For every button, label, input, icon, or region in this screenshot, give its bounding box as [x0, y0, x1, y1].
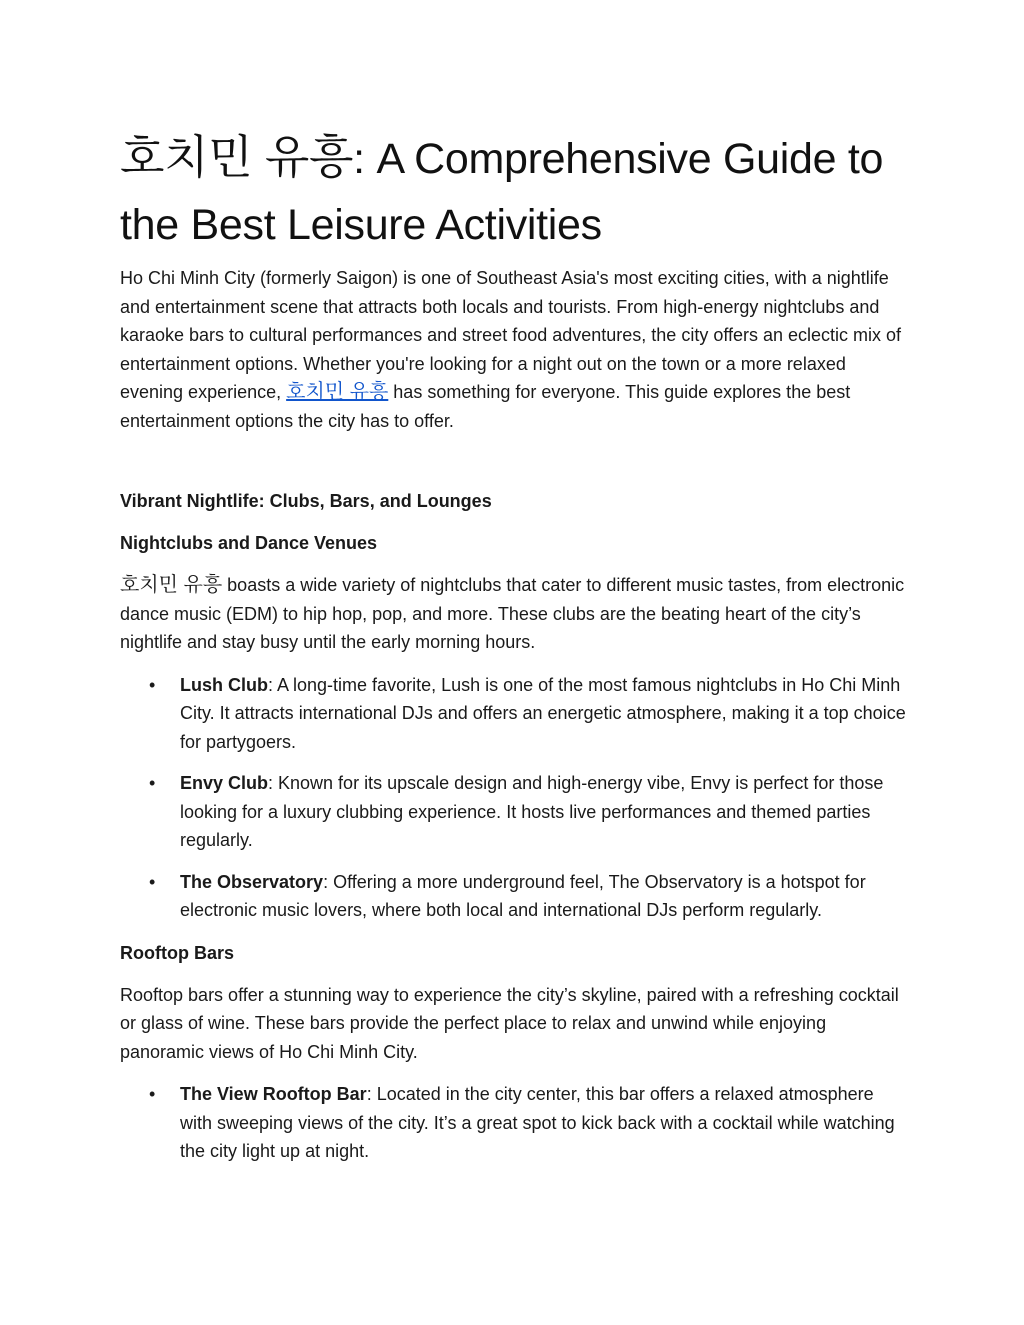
bullet-icon: •: [149, 871, 156, 892]
rooftop-paragraph: Rooftop bars offer a stunning way to experience the city’s skyline, paired with a refreshing cocktail or glass of wine. These bars provide the perfect place to relax and unwind while enjoying panoramic views of Ho Chi Minh City.: [120, 984, 899, 1062]
rooftop-heading: Rooftop Bars: [120, 942, 234, 963]
intro-link[interactable]: 호치민 유흥: [286, 381, 389, 403]
nightclubs-paragraph: [120, 571, 910, 657]
intro-text-end: has something for everyone. This guide explores the best entertainment options the city has to offer.: [120, 382, 851, 431]
list-item-name: Lush Club: [180, 674, 268, 695]
list-item: [120, 1080, 910, 1166]
list-item-name: The Observatory: [180, 871, 324, 892]
list-item-desc: : Known for its upscale design and high-energy vibe, Envy is perfect for those looking for a luxury clubbing experience. It hosts live performances and themed parties regularly.: [180, 773, 884, 850]
list-item: [120, 671, 910, 757]
list-item: [120, 769, 910, 855]
list-item: [120, 868, 910, 925]
nightclubs-heading: Nightclubs and Dance Venues: [120, 533, 378, 553]
rooftop-list: [120, 1080, 910, 1166]
intro-paragraph: [120, 264, 910, 435]
nightclubs-para-korean: 호치민 유흥: [120, 574, 223, 596]
list-item-name: The View Rooftop Bar: [180, 1084, 367, 1104]
bullet-icon: •: [149, 773, 156, 793]
list-item-desc: : A long-time favorite, Lush is one of the most famous nightclubs in Ho Chi Minh City. It attracts international DJs and offers an energetic atmosphere, making it a top choice for partygoers.: [180, 674, 906, 752]
bullet-icon: •: [149, 1084, 156, 1104]
nightclubs-list: [120, 671, 910, 925]
page-title: [120, 124, 910, 258]
list-item-name: Envy Club: [180, 773, 269, 793]
intro-text-start: Ho Chi Minh City (formerly Saigon) is one of Southeast Asia's most exciting cities, with a nightlife and entertainment scene that attracts both locals and tourists. From high-energy nightclubs and karaoke bars to cultural performances and street food adventures, the city offers an eclectic mix of entertainment options. Whether you're looking for a night out on the town or a more relaxed evening experience,: [120, 268, 902, 402]
list-item-desc: : Located in the city center, this bar offers a relaxed atmosphere with sweeping views of the city. It’s a great spot to kick back with a cocktail while watching the city light up at night.: [180, 1084, 895, 1161]
nightclubs-para-text: boasts a wide variety of nightclubs that cater to different music tastes, from electronic dance music (EDM) to hip hop, pop, and more. These clubs are the beating heart of the city’s nightlife and stay busy until the early morning hours.: [120, 575, 905, 652]
document-page: [120, 124, 910, 1180]
nightlife-heading: Vibrant Nightlife: Clubs, Bars, and Lounges: [120, 491, 492, 511]
list-item-desc: : Offering a more underground feel, The Observatory is a hotspot for electronic music lovers, where both local and international DJs perform regularly.: [180, 871, 866, 920]
bullet-icon: •: [149, 674, 156, 695]
title-rest: : A Comprehensive Guide to the Best Leisure Activities: [120, 135, 884, 249]
title-korean: 호치민 유흥: [120, 131, 354, 183]
